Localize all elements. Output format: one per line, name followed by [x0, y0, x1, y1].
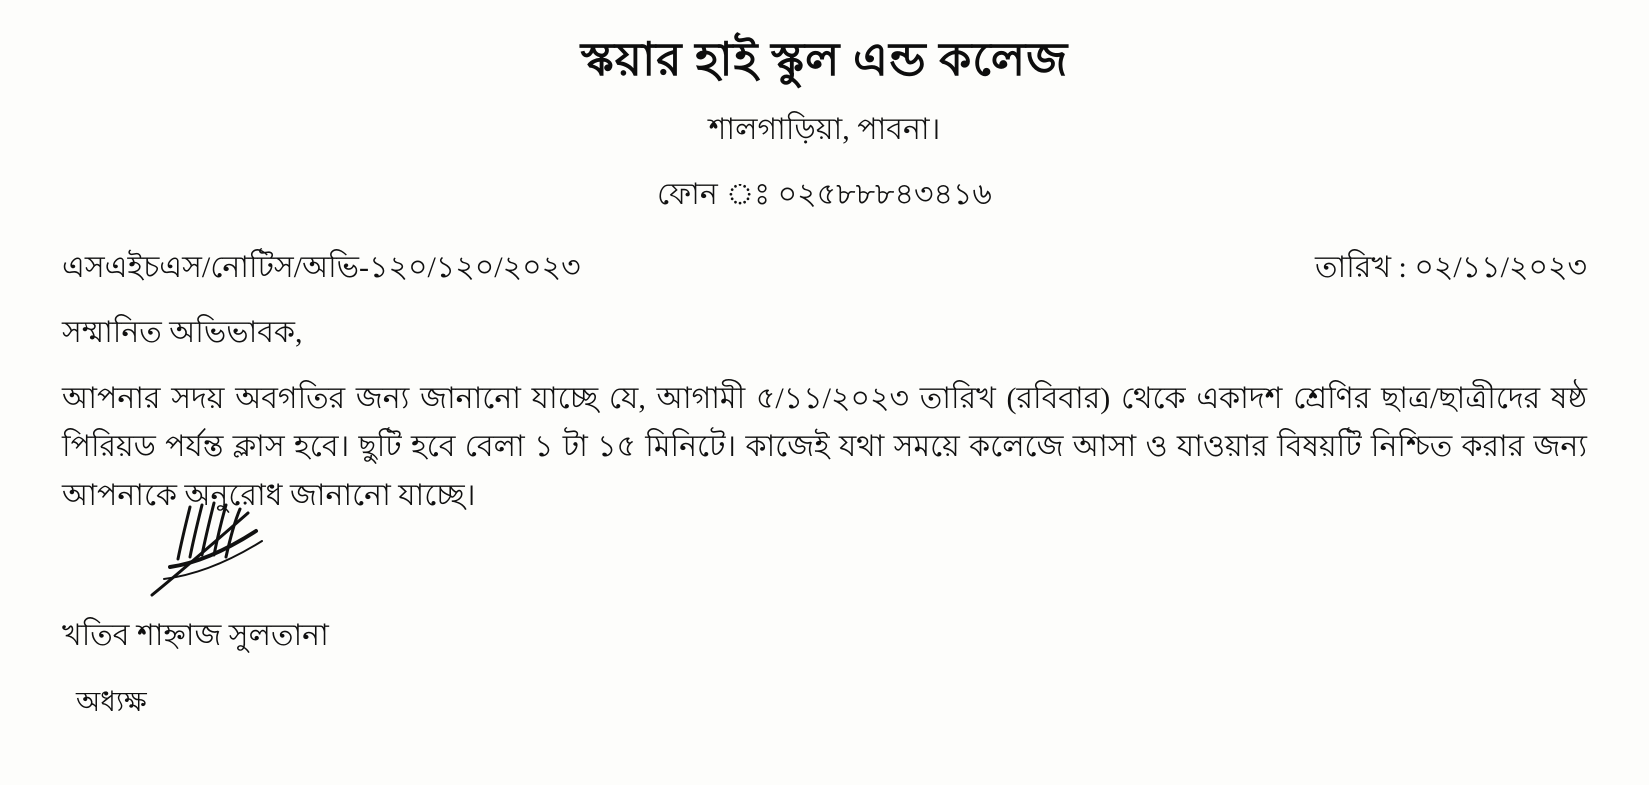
- school-phone: ফোন ঃ ০২৫৮৮৮৪৩৪১৬: [657, 177, 992, 211]
- letterhead: [0, 0, 1649, 221]
- school-name: স্কয়ার হাই স্কুল এন্ড কলেজ: [580, 34, 1069, 85]
- memo-number: এসএইচএস/নোটিস/অভি-১২০/১২০/২০২৩: [62, 250, 581, 284]
- notice-body: আপনার সদয় অবগতির জন্য জানানো যাচ্ছে যে, আগামী ৫/১১/২০২৩ তারিখ (রবিবার) থেকে একাদশ শ্রেণির ছাত্র/ছাত্রীদের ষষ্ঠ পিরিয়ড পর্যন্ত ক্লাস হবে। ছুটি হবে বেলা ১ টা ১৫ মিনিটে। কাজেই যথা সময়ে কলেজে আসা ও যাওয়ার বিষয়টি নিশ্চিত করার জন্য আপনাকে অনুরোধ জানানো যাচ্ছে।: [62, 381, 1587, 513]
- signature-block: [62, 611, 682, 727]
- handwritten-signature-icon: [144, 483, 344, 603]
- notice-date: তারিখ : ০২/১১/২০২৩: [1315, 250, 1587, 284]
- signer-name: খতিব শাহ্নাজ সুলতানা: [62, 619, 329, 652]
- signer-designation: অধ্যক্ষ: [76, 687, 147, 718]
- reference-row: [0, 221, 1649, 294]
- school-address: শালগাড়িয়া, পাবনা।: [708, 112, 941, 146]
- salutation: সম্মানিত অভিভাবক,: [62, 315, 303, 349]
